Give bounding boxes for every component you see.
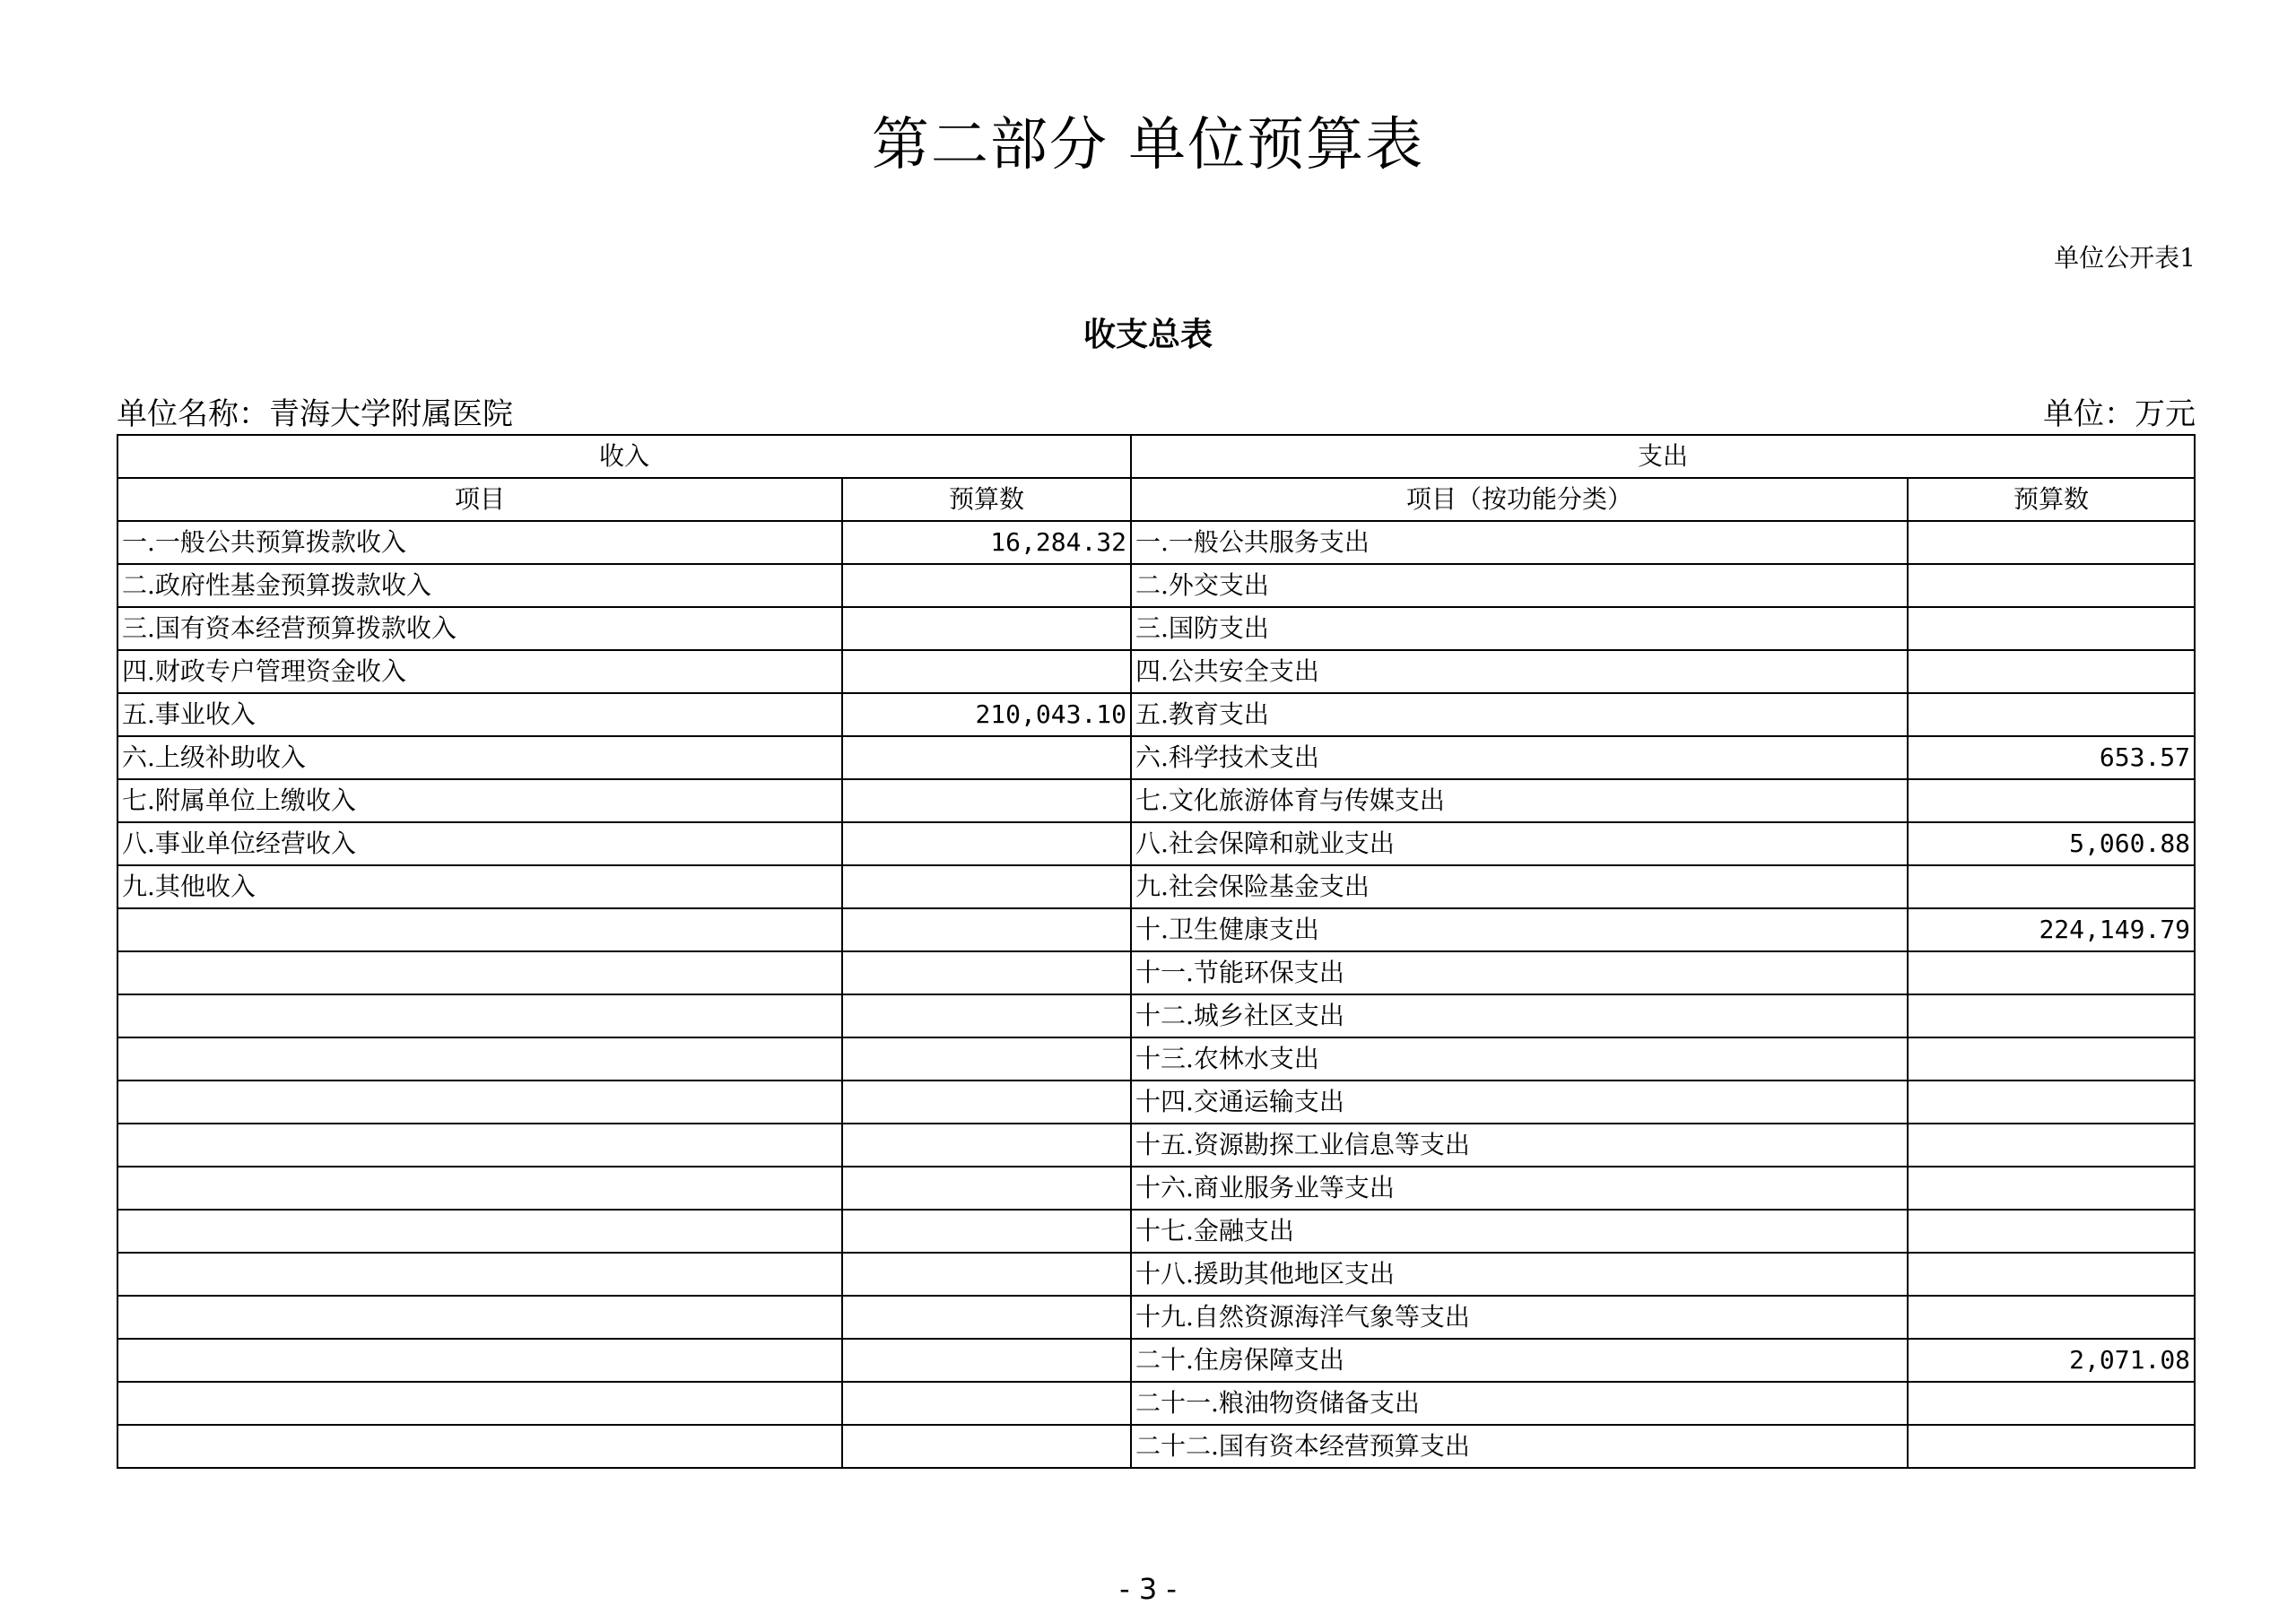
income-amount-cell [842,908,1131,951]
table-row [117,779,2195,822]
expense-item-cell: 七.文化旅游体育与传媒支出 [1131,779,1908,822]
table-row [117,1167,2195,1210]
table-row [117,1037,2195,1081]
income-item-cell [117,1167,842,1210]
table-row [117,822,2195,865]
income-item-cell [117,951,842,994]
expense-amount-cell [1908,1124,2195,1167]
income-item-cell: 一.一般公共预算拨款收入 [117,521,842,564]
income-item-cell [117,1037,842,1081]
expense-amount-cell [1908,1253,2195,1296]
income-item-cell: 九.其他收入 [117,865,842,908]
expense-item-cell: 十五.资源勘探工业信息等支出 [1131,1124,1908,1167]
expense-item-cell: 二十二.国有资本经营预算支出 [1131,1425,1908,1468]
income-amount-cell [842,1296,1131,1339]
table-row [117,1382,2195,1425]
expense-amount-cell [1908,779,2195,822]
expense-amount-cell: 653.57 [1908,736,2195,779]
income-item-cell [117,1124,842,1167]
expense-item-cell: 二.外交支出 [1131,564,1908,607]
income-item-cell: 六.上级补助收入 [117,736,842,779]
expense-item-cell: 五.教育支出 [1131,693,1908,736]
expense-amount-cell [1908,1081,2195,1124]
income-amount-header: 预算数 [842,478,1131,521]
income-amount-cell [842,607,1131,650]
income-item-cell: 二.政府性基金预算拨款收入 [117,564,842,607]
income-item-cell [117,1253,842,1296]
table-row [117,1339,2195,1382]
income-amount-cell [842,1339,1131,1382]
table-row [117,564,2195,607]
income-item-cell [117,1296,842,1339]
expense-item-cell: 十二.城乡社区支出 [1131,994,1908,1037]
expense-amount-header: 预算数 [1908,478,2195,521]
income-amount-cell [842,1124,1131,1167]
table-row [117,1081,2195,1124]
expense-item-cell: 八.社会保障和就业支出 [1131,822,1908,865]
table-row [117,1425,2195,1468]
income-amount-cell [842,1037,1131,1081]
expense-item-cell: 十七.金融支出 [1131,1210,1908,1253]
expense-amount-cell [1908,994,2195,1037]
expense-amount-cell [1908,564,2195,607]
expense-item-cell: 一.一般公共服务支出 [1131,521,1908,564]
income-amount-cell [842,1167,1131,1210]
page-number: - 3 - [1119,1572,1177,1606]
table-row [117,650,2195,693]
budget-summary-table [117,434,2196,1469]
expense-amount-cell [1908,1382,2195,1425]
table-header-row [117,435,2195,478]
expense-amount-cell [1908,693,2195,736]
expense-item-cell: 十三.农林水支出 [1131,1037,1908,1081]
form-code-label: 单位公开表1 [2054,243,2196,273]
table-row [117,865,2195,908]
expense-item-cell: 十一.节能环保支出 [1131,951,1908,994]
expense-item-cell: 十六.商业服务业等支出 [1131,1167,1908,1210]
income-amount-cell [842,1210,1131,1253]
expense-amount-cell [1908,951,2195,994]
table-row [117,1124,2195,1167]
income-header: 收入 [117,435,1131,478]
income-item-cell [117,1210,842,1253]
income-amount-cell [842,779,1131,822]
table-row [117,951,2195,994]
expense-item-cell: 十九.自然资源海洋气象等支出 [1131,1296,1908,1339]
expense-item-cell: 十八.援助其他地区支出 [1131,1253,1908,1296]
income-amount-cell [842,564,1131,607]
unit-measure-label: 单位：万元 [2043,396,2196,432]
expense-amount-cell [1908,650,2195,693]
expense-item-cell: 十.卫生健康支出 [1131,908,1908,951]
income-item-cell: 八.事业单位经营收入 [117,822,842,865]
unit-name-label: 单位名称：青海大学附属医院 [117,396,513,432]
expense-amount-cell: 224,149.79 [1908,908,2195,951]
table-row [117,1296,2195,1339]
income-amount-cell: 16,284.32 [842,521,1131,564]
expense-item-cell: 十四.交通运输支出 [1131,1081,1908,1124]
expense-amount-cell [1908,521,2195,564]
table-row [117,607,2195,650]
income-item-cell [117,908,842,951]
table-row [117,994,2195,1037]
expense-amount-cell [1908,1296,2195,1339]
expense-amount-cell [1908,607,2195,650]
expense-header: 支出 [1131,435,2195,478]
table-row [117,908,2195,951]
expense-item-cell: 九.社会保险基金支出 [1131,865,1908,908]
income-amount-cell [842,994,1131,1037]
page-title: 第二部分 单位预算表 [871,112,1425,178]
income-amount-cell [842,865,1131,908]
table-row [117,521,2195,564]
income-amount-cell [842,951,1131,994]
income-item-cell [117,1339,842,1382]
income-item-cell [117,994,842,1037]
income-item-cell: 三.国有资本经营预算拨款收入 [117,607,842,650]
income-item-cell [117,1382,842,1425]
income-item-cell: 五.事业收入 [117,693,842,736]
expense-item-cell: 三.国防支出 [1131,607,1908,650]
table-row [117,693,2195,736]
expense-item-header: 项目（按功能分类） [1131,478,1908,521]
income-item-cell [117,1081,842,1124]
table-row [117,1210,2195,1253]
income-amount-cell [842,1081,1131,1124]
expense-item-cell: 二十一.粮油物资储备支出 [1131,1382,1908,1425]
table-subheader-row [117,478,2195,521]
expense-amount-cell [1908,1037,2195,1081]
income-item-header: 项目 [117,478,842,521]
income-amount-cell [842,1425,1131,1468]
income-item-cell: 四.财政专户管理资金收入 [117,650,842,693]
income-amount-cell [842,650,1131,693]
table-row [117,736,2195,779]
income-item-cell: 七.附属单位上缴收入 [117,779,842,822]
income-item-cell [117,1425,842,1468]
expense-item-cell: 二十.住房保障支出 [1131,1339,1908,1382]
expense-amount-cell: 5,060.88 [1908,822,2195,865]
expense-amount-cell [1908,1425,2195,1468]
table-row [117,1253,2195,1296]
income-amount-cell [842,1253,1131,1296]
expense-item-cell: 六.科学技术支出 [1131,736,1908,779]
table-title: 收支总表 [1083,316,1213,353]
expense-amount-cell [1908,1167,2195,1210]
income-amount-cell [842,1382,1131,1425]
expense-amount-cell [1908,865,2195,908]
expense-item-cell: 四.公共安全支出 [1131,650,1908,693]
expense-amount-cell: 2,071.08 [1908,1339,2195,1382]
income-amount-cell [842,736,1131,779]
income-amount-cell [842,822,1131,865]
expense-amount-cell [1908,1210,2195,1253]
income-amount-cell: 210,043.10 [842,693,1131,736]
table-body [117,521,2195,1468]
